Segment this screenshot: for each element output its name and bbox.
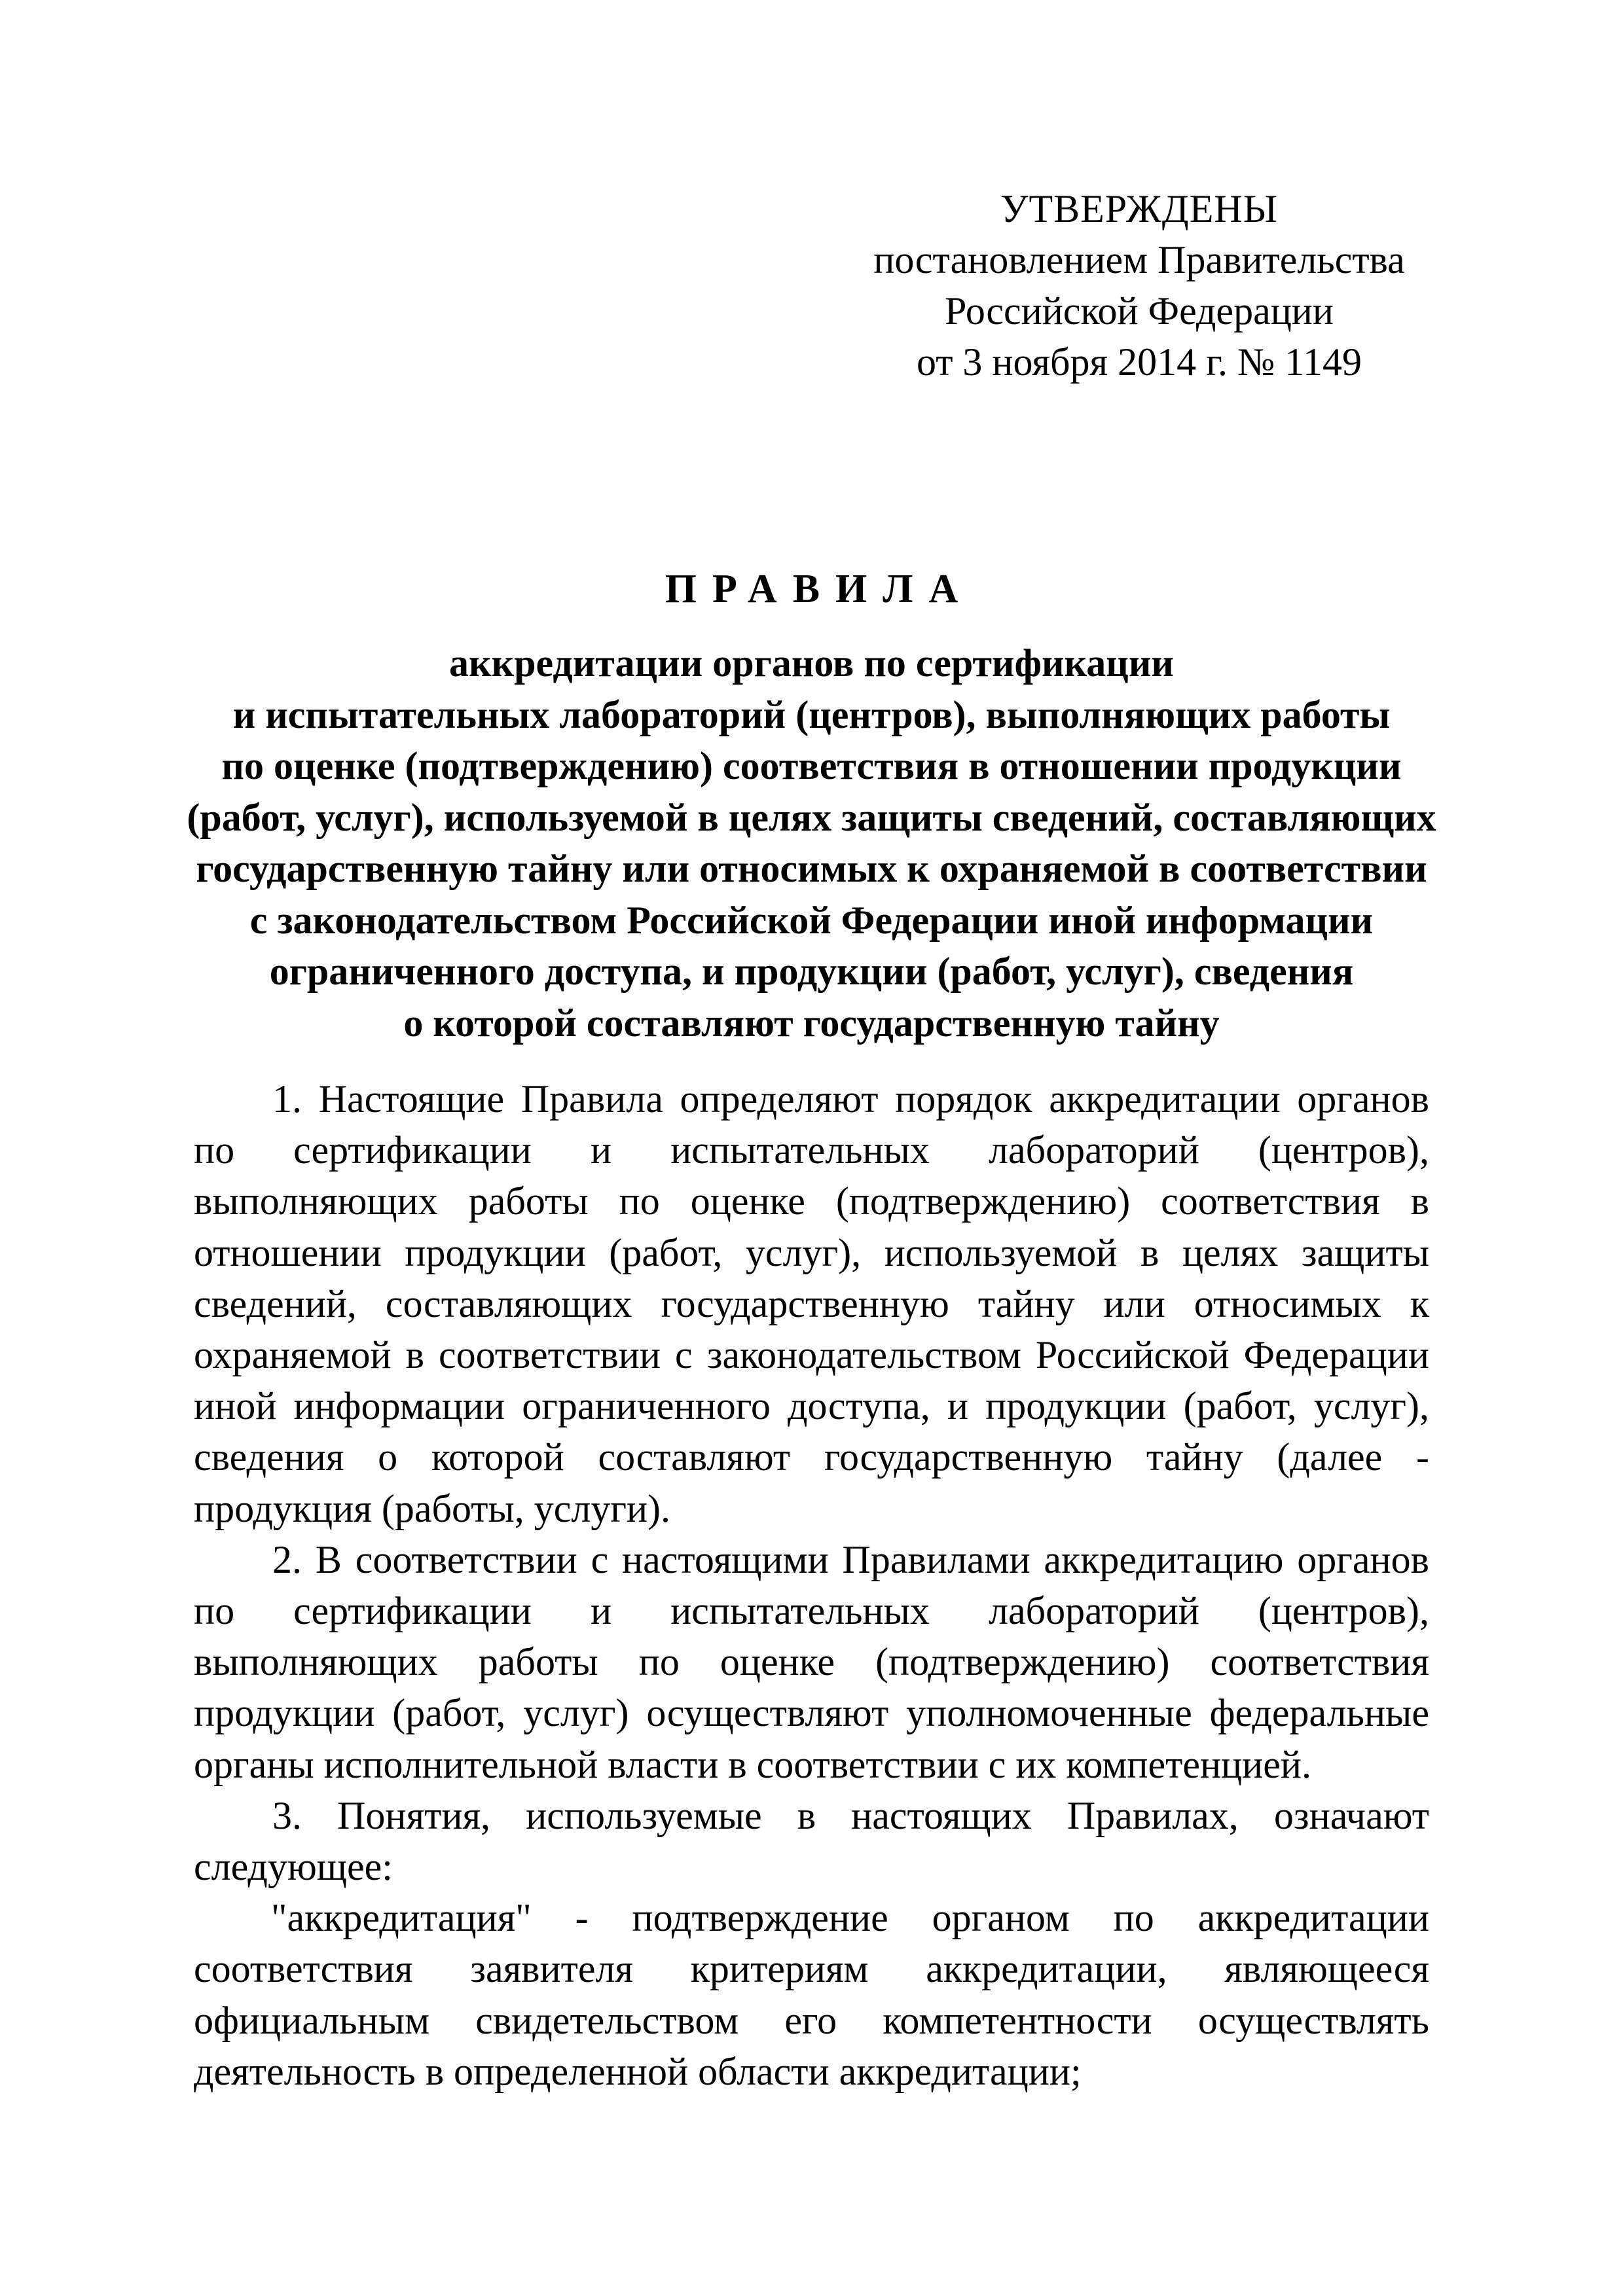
approval-line-government: Российской Федерации (944, 289, 1334, 332)
paragraph-3: 3. Понятия, используемые в настоящих Правилах, означают следующее: (194, 1793, 1429, 1889)
subtitle-line: с законодательством Российской Федерации иной информации (249, 898, 1374, 942)
subtitle-line: о которой составляют государственную тайну (403, 1001, 1220, 1045)
subtitle-line: по оценке (подтверждению) соответствия в отношении продукции (221, 744, 1402, 787)
approval-line-decree: постановлением Правительства (873, 238, 1405, 281)
document-title: ПРАВИЛА (665, 567, 974, 611)
approval-title: УТВЕРЖДЕНЫ (1000, 187, 1279, 230)
approval-stamp (845, 183, 1434, 387)
approval-line-date: от 3 ноября 2014 г. № 1149 (917, 340, 1362, 384)
subtitle-line: и испытательных лабораторий (центров), выполняющих работы (232, 692, 1391, 736)
document-heading (131, 563, 1492, 1049)
subtitle-line: (работ, услуг), используемой в целях защиты сведений, составляющих (187, 795, 1436, 839)
document-body (194, 1073, 1429, 2097)
subtitle-line: государственную тайну или относимых к охраняемой в соответствии (196, 847, 1427, 890)
subtitle-line: аккредитации органов по сертификации (449, 641, 1174, 685)
subtitle-line: ограниченного доступа, и продукции (работ, услуг), сведения (269, 950, 1354, 993)
paragraph-1: 1. Настоящие Правила определяют порядок аккредитации органов по сертификации и испытательных лабораторий (центров), выполняющих работы по оценке (подтверждению) соответствия в отношении продукции (работ, услуг), используемой в целях защиты сведений, составляющих государственную тайну или относимых к охраняемой в соответствии с законодательством Российской Федерации иной информации ограниченного доступа, и продукции (работ, услуг), сведения о которой составляют государственную тайну (далее - продукция (работы, услуги). (194, 1077, 1429, 1530)
definition-accreditation: "аккредитация" - подтверждение органом по аккредитации соответствия заявителя критериям аккредитации, являющееся официальным свидетельством его компетентности осуществлять деятельность в определенной области аккредитации; (194, 1896, 1429, 2093)
paragraph-2: 2. В соответствии с настоящими Правилами аккредитацию органов по сертификации и испытательных лабораторий (центров), выполняющих работы по оценке (подтверждению) соответствия продукции (работ, услуг) осуществляют уполномоченные федеральные органы исполнительной власти в соответствии с их компетенцией. (194, 1537, 1429, 1786)
